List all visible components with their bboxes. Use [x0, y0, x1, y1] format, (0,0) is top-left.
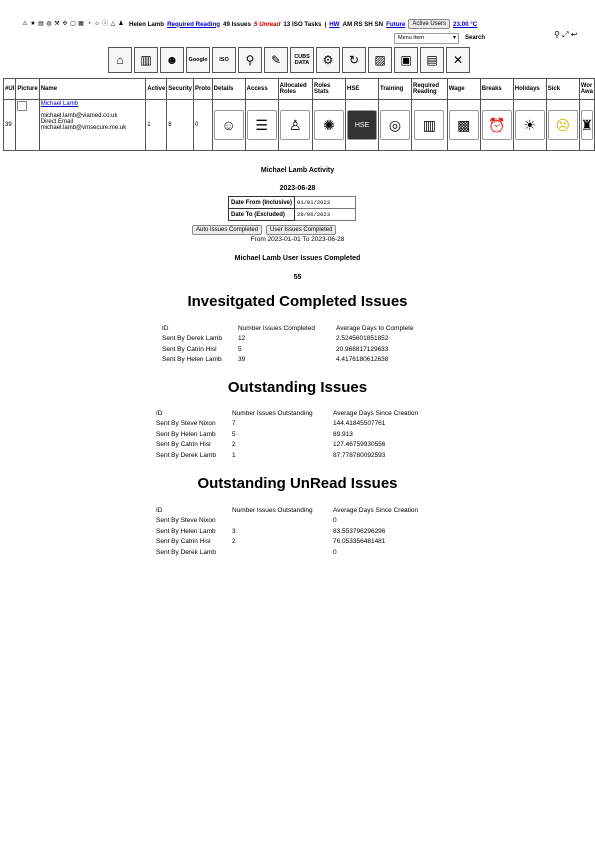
- gears-icon[interactable]: ⚙: [316, 47, 340, 73]
- search-icon[interactable]: ⚲: [238, 47, 262, 73]
- roles-cell: [278, 100, 312, 151]
- table-header-row: [156, 505, 418, 516]
- table-row: [156, 440, 418, 451]
- table-cell: 12: [238, 335, 246, 343]
- column-header: Wage: [447, 79, 480, 100]
- table-row: [156, 537, 418, 548]
- column-header: Wor Awa: [579, 79, 594, 100]
- table-row: [156, 450, 418, 461]
- table-cell: Sent By Helen Lamb: [156, 527, 216, 535]
- table-row: [156, 526, 418, 537]
- column-header: Sick: [546, 79, 579, 100]
- investigated-title: Invesitgated Completed Issues: [187, 293, 408, 310]
- column-header: Average Days Since Creation: [333, 409, 419, 417]
- table-row: [156, 516, 418, 527]
- date-to-label: Date To (Excluded): [229, 209, 295, 221]
- table-header-row: [156, 408, 418, 419]
- column-header: Number Issues Outstanding: [232, 409, 313, 417]
- direct-email-label: Direct Email: [40, 119, 74, 125]
- column-header: ID: [162, 324, 169, 332]
- breaks-cell: [480, 100, 513, 151]
- column-header: Active: [146, 79, 167, 100]
- warning-icon[interactable]: ⚠: [22, 21, 28, 27]
- box-icon[interactable]: ▣: [394, 47, 418, 73]
- calendar-icon[interactable]: ▦: [78, 21, 84, 27]
- table-header-row: [4, 79, 595, 100]
- table-cell: 87.778780092593: [333, 451, 386, 459]
- column-header: Proto: [193, 79, 212, 100]
- home-icon[interactable]: ⌂: [108, 47, 132, 73]
- table-cell: 1: [232, 451, 236, 459]
- book-icon[interactable]: ▤: [420, 47, 444, 73]
- date-from-label: Date From (Inclusive): [229, 197, 295, 209]
- direct-email-text: michael.lamb@vmsecure.me.uk: [40, 125, 127, 131]
- outstanding-table: [156, 408, 418, 461]
- table-cell: Sent By Steve Nixon: [156, 517, 216, 525]
- column-header: Name: [39, 79, 146, 100]
- table-row: [4, 100, 595, 151]
- unread-table: [156, 505, 418, 558]
- column-header: Required Reading: [412, 79, 448, 100]
- column-header: Breaks: [480, 79, 513, 100]
- active-cell: 1: [146, 100, 167, 151]
- iso-tasks[interactable]: 13 ISO Tasks: [283, 20, 322, 28]
- am-rs-sh-sn: AM RS SH SN: [342, 20, 384, 28]
- user-issues-count: 55: [293, 274, 302, 281]
- column-header: HSE: [346, 79, 379, 100]
- active-users-button[interactable]: Active Users: [408, 19, 450, 29]
- column-header: Training: [379, 79, 412, 100]
- table-cell: 7: [232, 420, 236, 428]
- table-cell: Sent By Steve Nixon: [156, 420, 216, 428]
- printer-icon[interactable]: ▤: [38, 21, 44, 27]
- globe-icon[interactable]: ◍: [46, 21, 52, 27]
- table-cell: 127.46759930556: [333, 441, 386, 449]
- details-cell: [212, 100, 245, 151]
- hse-icon[interactable]: HSE: [347, 110, 377, 140]
- search-label[interactable]: Search: [465, 35, 486, 41]
- menu-select[interactable]: Menu Item ▾: [394, 33, 459, 44]
- range-text: From 2023-01-01 To 2023-06-28: [250, 236, 345, 243]
- star-icon[interactable]: ★: [30, 21, 36, 27]
- table-row: [156, 547, 418, 558]
- table-cell: 39: [238, 356, 246, 364]
- table-cell: Sent By Catrin Hisl: [162, 345, 217, 353]
- unread-title: Outstanding UnRead Issues: [197, 475, 398, 492]
- book-icon[interactable]: ▥: [414, 110, 444, 140]
- column-header: Holidays: [513, 79, 546, 100]
- issues-count: 49 Issues: [223, 20, 251, 28]
- date-range-form: [228, 196, 356, 221]
- sun-icon[interactable]: ☼: [94, 21, 100, 27]
- table-row: [156, 429, 418, 440]
- table-cell: 144.41845507761: [333, 420, 386, 428]
- sick-icon[interactable]: ☹: [548, 110, 578, 140]
- separator: |: [324, 20, 327, 28]
- wage-cell: [447, 100, 480, 151]
- date-to-input[interactable]: 28/06/2023: [295, 209, 356, 221]
- users-icon[interactable]: ☻: [160, 47, 184, 73]
- expand-icon[interactable]: ⤢: [562, 30, 569, 39]
- hw-link[interactable]: HW: [329, 20, 340, 28]
- avatar: [17, 101, 27, 111]
- column-header: Average Days Since Creation: [333, 506, 419, 514]
- column-header: ID: [156, 506, 163, 514]
- reading-cell: [412, 100, 448, 151]
- required-reading-link[interactable]: Required Reading: [167, 20, 221, 28]
- table-cell: 2: [232, 538, 236, 546]
- pen-icon[interactable]: ✎: [264, 47, 288, 73]
- hse-cell: [346, 100, 379, 151]
- outstanding-title: Outstanding Issues: [227, 379, 368, 396]
- table-row: [162, 355, 414, 366]
- column-header: Number Issues Completed: [238, 324, 315, 332]
- table-cell: 5: [238, 345, 242, 353]
- table-cell: 0: [333, 517, 337, 525]
- column-header: Access: [245, 79, 278, 100]
- back-icon[interactable]: ↩: [570, 30, 578, 39]
- table-header-row: [162, 323, 414, 334]
- table-row: [162, 334, 414, 345]
- column-header: Picture: [16, 79, 39, 100]
- column-header: Number Issues Outstanding: [232, 506, 313, 514]
- person-icon[interactable]: ♟: [118, 21, 124, 27]
- table-cell: 0: [333, 548, 337, 556]
- details-icon[interactable]: ☺: [214, 110, 244, 140]
- iso-icon[interactable]: ISO: [212, 47, 236, 73]
- right-icons: [554, 30, 577, 40]
- table-cell: 89.913: [333, 430, 353, 438]
- activity-title: Michael Lamb Activity: [260, 167, 335, 174]
- user-issues-button[interactable]: User Issues Completed: [266, 225, 336, 235]
- training-cell: [379, 100, 412, 151]
- table-cell: 4.4176180612638: [336, 356, 389, 364]
- button-row: [192, 225, 336, 235]
- column-header: Security: [167, 79, 194, 100]
- temperature[interactable]: 23.00 °C: [453, 20, 478, 28]
- column-header: Roles Stats: [313, 79, 346, 100]
- future-link[interactable]: Future: [386, 20, 406, 28]
- picture-cell: [16, 100, 39, 151]
- table-cell: Sent By Helen Lamb: [156, 430, 216, 438]
- alarm-clock-icon[interactable]: ⏰: [482, 110, 512, 140]
- activity-date: 2023-06-28: [279, 185, 316, 192]
- table-cell: Sent By Catrin Hisl: [156, 441, 211, 449]
- column-header: Allocated Roles: [278, 79, 312, 100]
- auto-issues-button[interactable]: Auto Issues Completed: [192, 225, 262, 235]
- google-icon[interactable]: Google: [186, 47, 210, 73]
- column-header: Details: [212, 79, 245, 100]
- people-table: [3, 78, 595, 151]
- clock-icon[interactable]: ◔: [87, 21, 91, 27]
- table-cell: 3: [232, 527, 236, 535]
- reading-icon[interactable]: ▥: [134, 47, 158, 73]
- table-cell: Sent By Derek Lamb: [156, 451, 216, 459]
- cubs-data-icon[interactable]: CUBS DATA: [290, 47, 314, 73]
- roles-stats-icon[interactable]: ✺: [314, 110, 344, 140]
- column-header: #UI: [4, 79, 16, 100]
- roles-icon[interactable]: ♙: [280, 110, 310, 140]
- table-cell: 20.968817129633: [336, 345, 389, 353]
- user-name: Helen Lamb: [129, 20, 165, 28]
- holidays-icon[interactable]: ☀: [515, 110, 545, 140]
- top-status-bar: [22, 18, 595, 30]
- wage-icon[interactable]: ▩: [449, 110, 479, 140]
- table-cell: Sent By Catrin Hisl: [156, 538, 211, 546]
- sick-cell: [546, 100, 579, 151]
- compass-icon[interactable]: ✣: [62, 21, 68, 27]
- date-from-input[interactable]: 01/01/2023: [295, 197, 356, 209]
- proto-cell: 0: [193, 100, 212, 151]
- table-cell: 76.053356481481: [333, 538, 386, 546]
- window-icon[interactable]: ▢: [70, 21, 76, 27]
- table-cell: 5: [232, 430, 236, 438]
- roles-stats-cell: [313, 100, 346, 151]
- name-cell: [39, 100, 146, 151]
- column-header: ID: [156, 409, 163, 417]
- table-cell: [232, 547, 333, 558]
- table-cell: Sent By Helen Lamb: [162, 356, 222, 364]
- user-issues-title: Michael Lamb User Issues Completed: [234, 255, 361, 262]
- refresh-icon[interactable]: ↻: [342, 47, 366, 73]
- column-header: Average Days to Complete: [336, 324, 414, 332]
- chart-icon[interactable]: ▨: [368, 47, 392, 73]
- table-row: [156, 419, 418, 430]
- unread-count[interactable]: 5 Unread: [253, 20, 281, 28]
- table-cell: 2: [232, 441, 236, 449]
- name-link[interactable]: Michael Lamb: [40, 101, 79, 107]
- table-cell: 2.5245601851852: [336, 335, 389, 343]
- security-cell: 8: [167, 100, 194, 151]
- table-cell: Sent By Derek Lamb: [156, 548, 216, 556]
- close-icon[interactable]: ✕: [446, 47, 470, 73]
- table-row: [162, 344, 414, 355]
- table-cell: [232, 516, 333, 527]
- ui-cell: 39: [4, 100, 16, 151]
- info-icon[interactable]: ⓘ: [102, 21, 109, 27]
- training-icon[interactable]: ◎: [380, 110, 410, 140]
- wrench-icon[interactable]: ⚒: [54, 21, 60, 27]
- alert-icon[interactable]: △: [110, 21, 116, 27]
- holidays-cell: [513, 100, 546, 151]
- access-icon[interactable]: ☰: [247, 110, 277, 140]
- table-cell: Sent By Derek Lamb: [162, 335, 222, 343]
- investigated-table: [162, 323, 414, 365]
- email-text: michael.lamb@viamed.co.uk: [40, 113, 118, 119]
- work-away-cell: [579, 100, 594, 151]
- access-cell: [245, 100, 278, 151]
- toolbar: [108, 47, 470, 73]
- table-cell: 83.553796296296: [333, 527, 386, 535]
- menu-row: [394, 32, 485, 44]
- work-away-icon[interactable]: ♜: [581, 110, 593, 140]
- magnifier-icon[interactable]: ⚲: [554, 30, 560, 39]
